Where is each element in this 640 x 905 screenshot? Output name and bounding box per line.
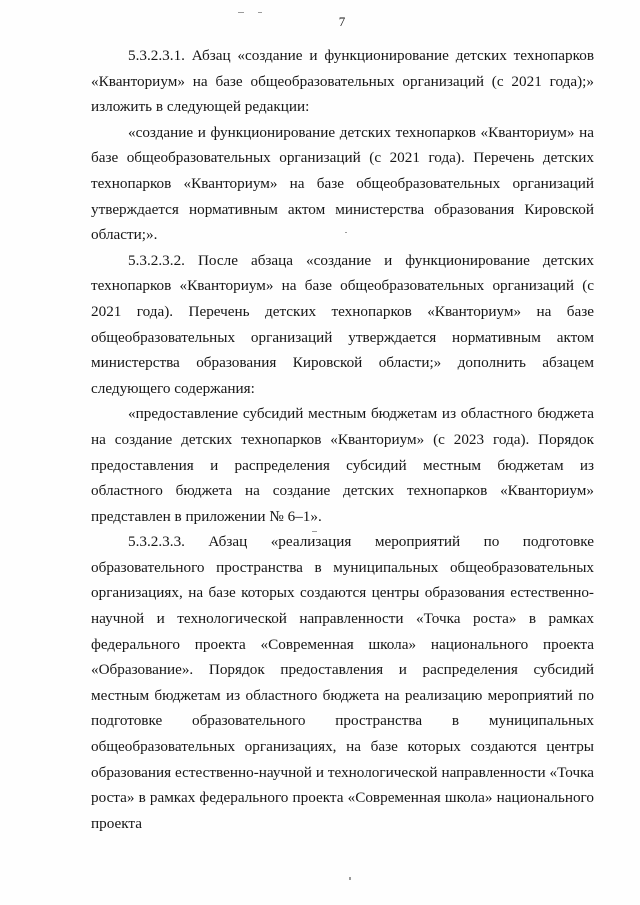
scan-speck bbox=[258, 12, 262, 13]
scan-speck bbox=[312, 531, 317, 532]
paragraph-5-3-2-3-3: 5.3.2.3.3. Абзац «реализация мероприятий по подготовке образовательного пространства в муниципальных общеобразовательных организациях, на базе которых создаются центры образования естественно-научной и технологической направленности «Точка роста» в рамках федерального проекта «Современная школа» национального проекта «Образование». Порядок предоставления и распределения субсидий местным бюджетам из областного бюджета на реализацию мероприятий по подготовке образовательного пространства в муниципальных общеобразовательных организациях, на базе которых создаются центры образования естественно-научной и технологической направленности «Точка роста» в рамках федерального проекта «Современная школа» национального проекта bbox=[91, 533, 594, 832]
paragraph-new-wording-kvantorium: «создание и функционирование детских технопарков «Кванториум» на базе общеобразовательных организаций (с 2021 года). Перечень детских технопарков «Кванториум» на базе общеобразовательных организаций утверждается нормативным актом министерства образования Кировской области;». bbox=[91, 123, 594, 244]
scan-speck bbox=[345, 232, 347, 233]
paragraph-5-3-2-3-2: 5.3.2.3.2. После абзаца «создание и функционирование детских технопарков «Кванториум» на базе общеобразовательных организаций (с 2021 года). Перечень детских технопарков «Кванториум» на базе общеобразовательных организаций утверждается нормативным актом министерства образования Кировской области;» дополнить абзацем следующего содержания: bbox=[91, 251, 594, 397]
paragraph-subsidies-kvantorium: «предоставление субсидий местным бюджетам из областного бюджета на создание детских технопарков «Кванториум» (с 2023 года). Порядок предоставления и распределения субсидий местным бюджетам из областного бюджета на создание детских технопарков «Кванториум» представлен в приложении № 6–1». bbox=[91, 405, 594, 525]
document-body bbox=[91, 43, 594, 836]
scan-speck bbox=[238, 12, 244, 13]
scan-speck bbox=[349, 877, 351, 880]
page-number: 7 bbox=[338, 14, 346, 29]
paragraph-5-3-2-3-1: 5.3.2.3.1. Абзац «создание и функционирование детских технопарков «Кванториум» на базе общеобразовательных организаций (с 2021 года);» изложить в следующей редакции: bbox=[91, 47, 594, 116]
